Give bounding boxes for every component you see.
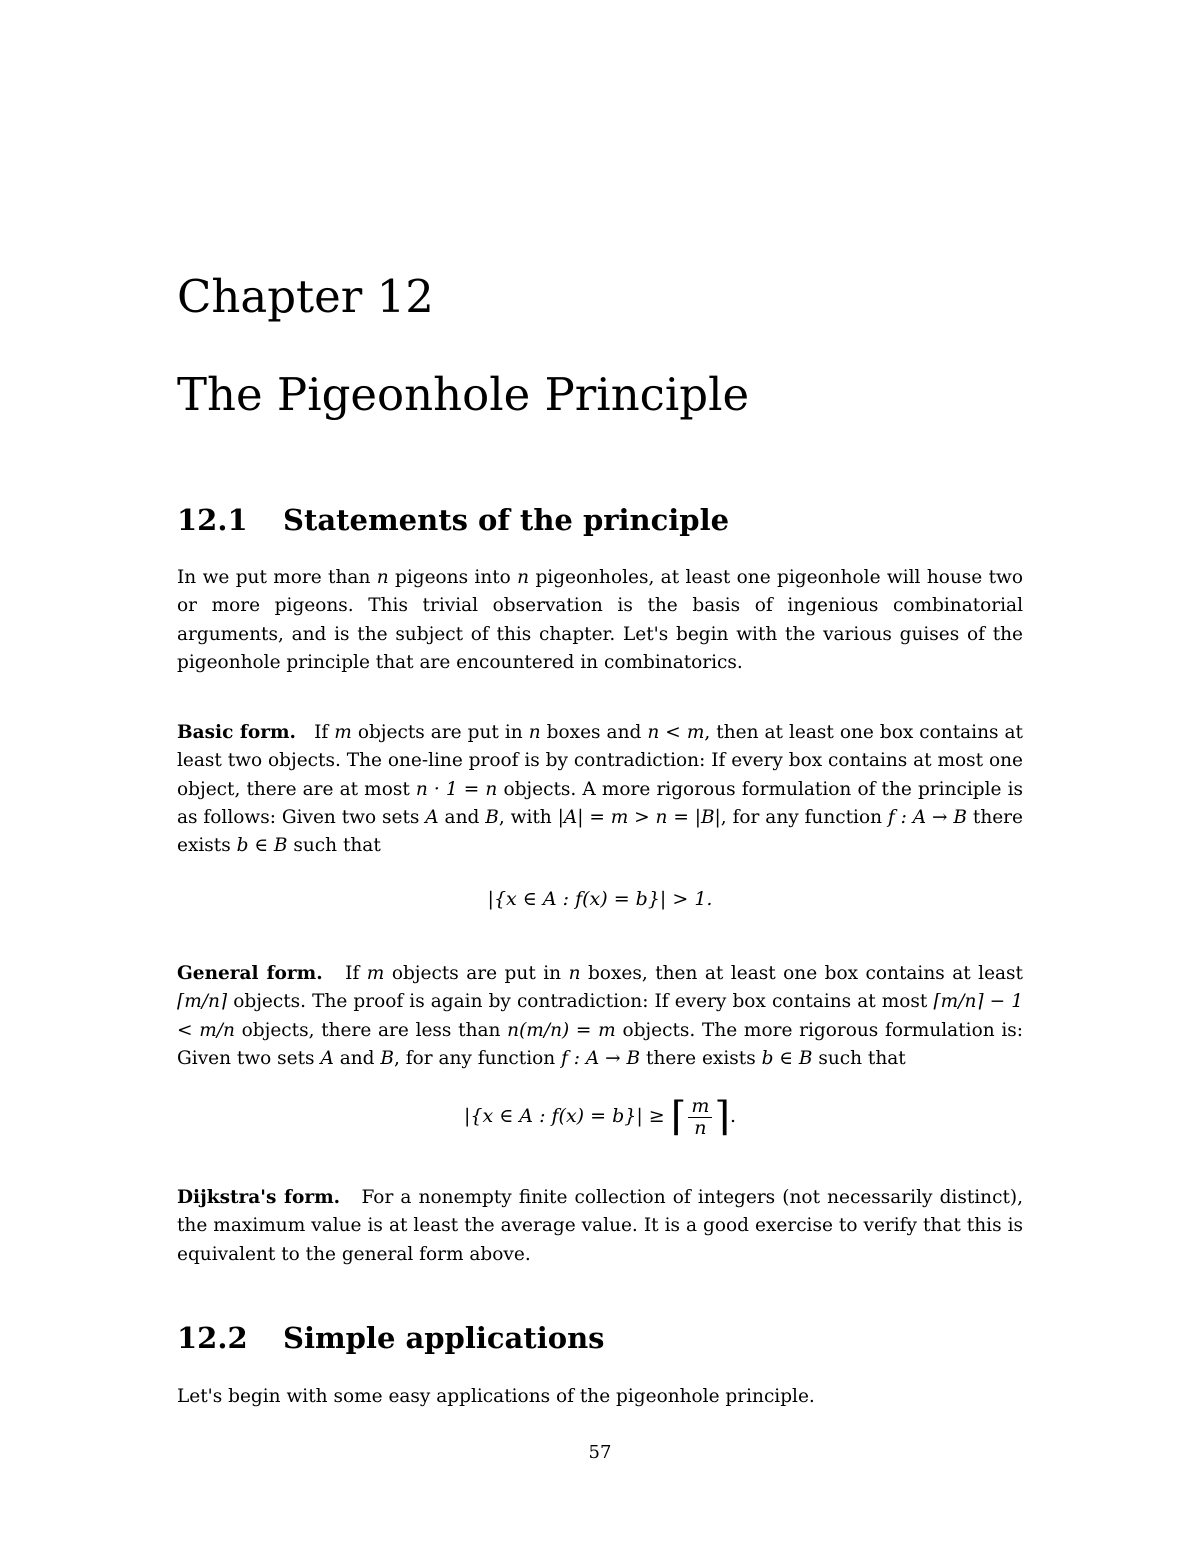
chapter-title: The Pigeonhole Principle [177, 368, 750, 421]
page-number: 57 [588, 1442, 612, 1463]
intro-paragraph: In we put more than n pigeons into n pigeonholes, at least one pigeonhole will house two or more pigeons. This trivial observation is the basis of ingenious combinatorial arguments, and is the subject of this chapter. Let's begin with the various guises of the pigeonhole principle that are encountered in combinatorics. [177, 567, 1023, 673]
section-title: Statements of the principle [283, 503, 730, 537]
basic-form-lead: Basic form. [177, 722, 296, 743]
general-form-equation: |{x ∈ A : f(x) = b}| ≥ ⌈ $\frac{m}{n}$ ⌉. [463, 1094, 737, 1140]
basic-form-paragraph: Basic form. If m objects are put in n boxes and n < m, then at least one box contains at least two objects. The one-line proof is by contradiction: If every box contains at most one object, there are at most n · 1 = n objects. A more rigorous formulation of the principle is as follows: Given two sets A and B, with |A| = m > n = |B|, for any function f : A → B there exists b ∈ B such that [177, 722, 1023, 857]
section-heading-12-1 [177, 503, 729, 538]
section-number: 12.2 [177, 1321, 248, 1355]
document-page [177, 0, 1023, 1553]
section-heading-12-2 [177, 1321, 604, 1356]
dijkstra-form-lead: Dijkstra's form. [177, 1187, 341, 1208]
general-form-paragraph: General form. If m objects are put in n boxes, then at least one box contains at least ⌈m/n⌉ objects. The proof is again by contradiction: If every box contains at most ⌈m/n⌉ − 1 < m/n objects, there are less than n(m/n) = m objects. The more rigorous formulation is: Given two sets A and B, for any function f : A → B there exists b ∈ B such that [177, 963, 1023, 1069]
chapter-label: Chapter 12 [177, 270, 434, 323]
basic-form-equation: |{x ∈ A : f(x) = b}| > 1. [487, 888, 713, 910]
section-number: 12.1 [177, 503, 248, 537]
fraction-m-over-n: $\frac{m}{n}$ [688, 1096, 712, 1139]
section-title: Simple applications [283, 1321, 605, 1355]
simple-applications-paragraph: Let's begin with some easy applications of the pigeonhole principle. [177, 1386, 815, 1407]
general-form-lead: General form. [177, 963, 323, 984]
dijkstra-form-paragraph: Dijkstra's form. For a nonempty finite collection of integers (not necessarily distinct), the maximum value is at least the average value. It is a good exercise to verify that this is equivalent to the general form above. [177, 1187, 1023, 1265]
